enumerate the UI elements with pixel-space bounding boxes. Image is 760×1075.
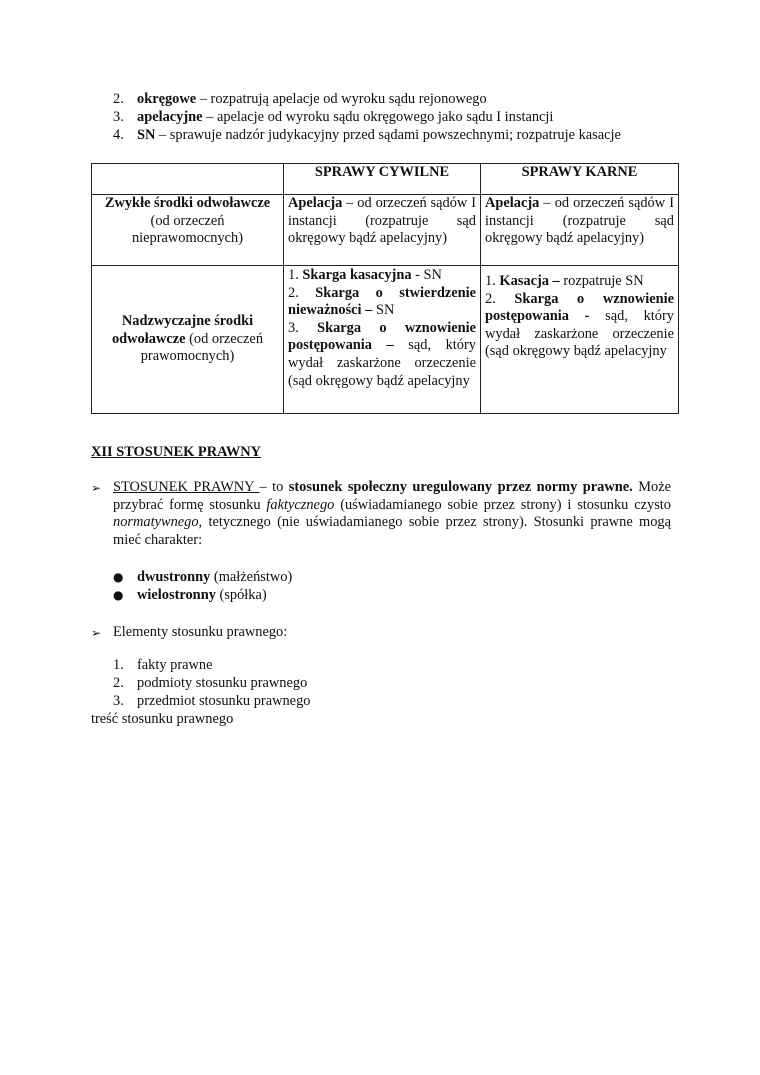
list-term: okręgowe [137, 91, 197, 107]
list-item [113, 587, 292, 605]
table-header-civil: SPRAWY CYWILNE [284, 164, 481, 195]
list-item [113, 569, 292, 587]
cell-term: Apelacja [485, 195, 540, 211]
row-label-bold: Nadzwyczajne środki odwoławcze [111, 313, 254, 347]
item-prefix: 2. [288, 284, 316, 301]
definition-dash: – to [259, 479, 289, 495]
row-label-text: (od orzeczeń nieprawomocnych) [131, 212, 244, 247]
trailing-line: treść stosunku prawnego [91, 711, 234, 727]
table-row [92, 195, 679, 266]
cell-text: sąd, który wydał zaskarżone orzeczenie (sąd okręgowy bądź apelacyjny [485, 308, 674, 360]
list-item [113, 657, 310, 675]
list-text: – rozpatrują apelacje od wyroku sądu rejonowego [196, 91, 487, 107]
row-label-text: (od orzeczeń prawomocnych) [140, 330, 264, 365]
cell-text: - SN [411, 267, 442, 283]
definition-term: STOSUNEK PRAWNY [113, 479, 260, 495]
list-text: – apelacje od wyroku sądu okręgowego jako sądu I instancji [202, 109, 554, 125]
table-header-empty [92, 164, 284, 195]
cell-term: Apelacja [288, 195, 343, 211]
list-term: dwustronny [137, 569, 211, 585]
definition-bold: stosunek społeczny uregulowany przez normy prawne. [288, 479, 633, 495]
elements-list [113, 657, 310, 711]
cell-text: SN [372, 302, 395, 319]
list-number: 4. [113, 127, 124, 143]
table-header-row [92, 164, 679, 195]
definition-text: , tetycznego (nie uświadamianego sobie przez strony). Stosunki prawne mogą mieć charakter: [113, 514, 671, 548]
appeal-measures-table [91, 163, 679, 414]
cell-item [485, 273, 674, 291]
courts-list [113, 91, 713, 145]
section-heading: XII STOSUNEK PRAWNY [91, 444, 262, 460]
bullet-icon: ● [113, 570, 124, 584]
list-term: SN [137, 127, 156, 143]
cell-criminal-ordinary [481, 195, 679, 266]
list-item [113, 693, 310, 711]
list-text: – sprawuje nadzór judykacyjny przed sądami powszechnymi; rozpatruje kasacje [155, 127, 621, 143]
list-text: przedmiot stosunku prawnego [137, 693, 311, 709]
list-number: 2. [113, 675, 124, 691]
cell-item [288, 267, 476, 285]
definition-italic: normatywnego [113, 514, 199, 531]
elements-heading-block [91, 624, 671, 643]
definition-text: Może przybrać formę stosunku [113, 479, 671, 513]
list-term: wielostronny [137, 587, 216, 603]
list-item [113, 675, 310, 693]
list-text: (małżeństwo) [210, 569, 293, 585]
item-prefix: 1. [288, 267, 303, 283]
list-term: apelacyjne [137, 109, 203, 125]
list-number: 2. [113, 91, 124, 107]
cell-text: – od orzeczeń sądów I instancji (rozpatruje sąd okręgowy bądź apelacyjny) [288, 195, 476, 247]
cell-item [288, 320, 476, 390]
item-prefix: 2. [485, 290, 515, 307]
arrow-bullet-icon: ➢ [91, 626, 102, 640]
table-row [92, 266, 679, 414]
cell-item [288, 285, 476, 320]
table-header-criminal: SPRAWY KARNE [481, 164, 679, 195]
cell-item [485, 291, 674, 361]
cell-civil-extraordinary [284, 266, 481, 414]
list-item [113, 91, 713, 109]
definition-paragraph [113, 479, 671, 549]
elements-heading: Elementy stosunku prawnego: [113, 624, 288, 640]
cell-text: rozpatruje SN [559, 273, 644, 289]
item-prefix: 1. [485, 273, 500, 289]
list-item [113, 127, 713, 145]
list-text: podmioty stosunku prawnego [137, 675, 308, 691]
cell-text: – od orzeczeń sądów I instancji (rozpatruje sąd okręgowy bądź apelacyjny) [485, 195, 674, 247]
cell-term: Kasacja – [499, 273, 560, 289]
list-text: (spółka) [215, 587, 267, 603]
list-text: fakty prawne [137, 657, 213, 673]
item-prefix: 3. [288, 319, 318, 336]
relation-types-list [113, 569, 292, 605]
cell-civil-ordinary [284, 195, 481, 266]
cell-term: Skarga o stwierdzenie nieważności – [288, 284, 476, 319]
definition-text: (uświadamianego sobie przez strony) i stosunku czysto [334, 496, 671, 513]
list-number: 3. [113, 109, 124, 125]
row-label-bold: Zwykłe środki odwoławcze [104, 195, 271, 211]
cell-term: Skarga o wznowienie postępowania - [485, 290, 674, 325]
bullet-icon: ● [113, 588, 124, 602]
cell-term: Skarga kasacyjna [302, 267, 412, 283]
cell-text: sąd, który wydał zaskarżone orzeczenie (sąd okręgowy bądź apelacyjny [288, 337, 476, 389]
list-number: 3. [113, 693, 124, 709]
row-label-extraordinary [92, 266, 284, 414]
arrow-bullet-icon: ➢ [91, 481, 102, 495]
cell-term: Skarga o wznowienie postępowania – [288, 319, 476, 354]
list-item [113, 109, 713, 127]
list-number: 1. [113, 657, 124, 673]
definition-italic: faktycznego [266, 496, 335, 513]
row-label-ordinary [92, 195, 284, 266]
definition-block [91, 479, 671, 549]
cell-criminal-extraordinary [481, 266, 679, 414]
